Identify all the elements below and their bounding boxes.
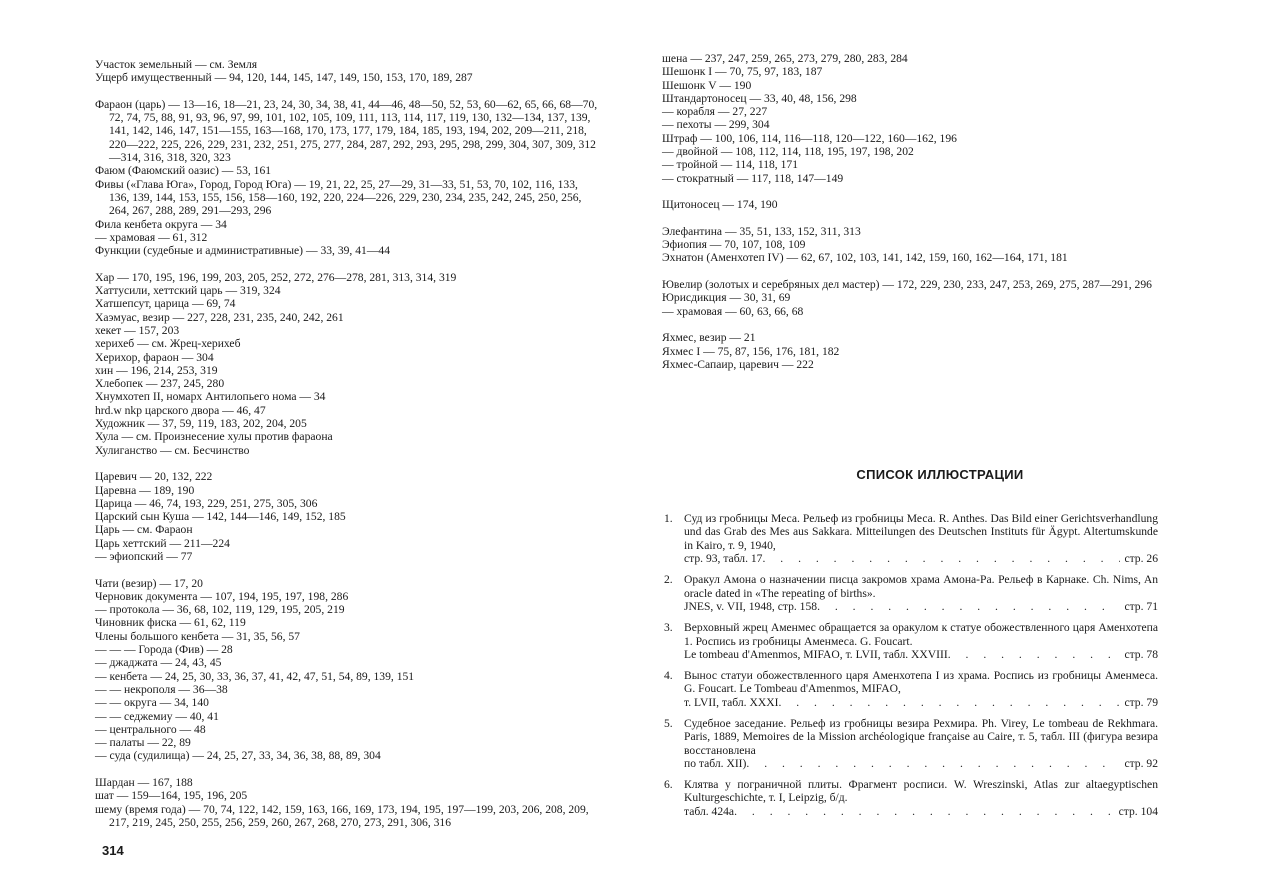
illustration-caption: Клятва у пограничной плиты. Фрагмент росписи. W. Wreszinski, Atlas zur altaegyptischen Kulturgeschichte, т. I, Leipzig, б/д. bbox=[684, 778, 1158, 805]
index-entry: Эхнатон (Аменхотеп IV) — 62, 67, 102, 103, 141, 142, 159, 160, 162—164, 171, 181 bbox=[662, 251, 1068, 265]
index-entry: Хнумхотеп II, номарх Антилопьего нома — 34 bbox=[95, 390, 326, 404]
illustration-number: 6. bbox=[664, 778, 673, 792]
index-entry: — стократный — 117, 118, 147—149 bbox=[662, 171, 844, 185]
index-entry: — храмовая — 60, 63, 66, 68 bbox=[662, 304, 804, 318]
index-entry: Фаюм (Фаюмский оазис) — 53, 161 bbox=[95, 164, 272, 178]
illustrations-heading: СПИСОК ИЛЛЮСТРАЦИИ bbox=[856, 467, 1024, 483]
index-entry: — — седжемиу — 40, 41 bbox=[95, 709, 219, 723]
illustration-leader-line bbox=[684, 648, 1158, 661]
illustration-page-ref: стр. 104 bbox=[1118, 804, 1158, 818]
illustration-leader-line bbox=[684, 805, 1158, 818]
illustration-item bbox=[662, 669, 1158, 709]
index-entry: Функции (судебные и административные) — 33, 39, 41—44 bbox=[95, 244, 391, 258]
dot-leader bbox=[778, 696, 1120, 709]
index-entry: Царевна — 189, 190 bbox=[95, 483, 195, 497]
illustration-source-tail: по табл. XII) bbox=[684, 756, 747, 770]
index-entry: — тройной — 114, 118, 171 bbox=[662, 158, 798, 172]
illustration-caption: Верховный жрец Аменмес обращается за оракулом к статуе обожествленного царя Аменхотепа 1. Роспись из гробницы Аменмеса. G. Foucart. bbox=[684, 621, 1158, 648]
illustration-number: 4. bbox=[664, 669, 673, 683]
section-gap bbox=[662, 212, 1158, 225]
section-gap bbox=[662, 185, 1158, 198]
index-entry: Яхмес I — 75, 87, 156, 176, 181, 182 bbox=[662, 344, 840, 358]
index-entry: Штраф — 100, 106, 114, 116—118, 120—122, 160—162, 196 bbox=[662, 131, 957, 145]
page-number: 314 bbox=[102, 843, 124, 858]
section-gap bbox=[95, 457, 600, 470]
section-gap bbox=[662, 318, 1158, 331]
index-entry: шат — 159—164, 195, 196, 205 bbox=[95, 789, 248, 803]
section-gap bbox=[662, 265, 1158, 278]
index-entry: херихеб — см. Жрец-херихеб bbox=[95, 337, 241, 351]
illustration-source-tail: Le tombeau d'Amenmos, MIFAO, т. LVII, табл. XXVIII bbox=[684, 647, 948, 661]
index-entry: — суда (судилища) — 24, 25, 27, 33, 34, 36, 38, 88, 89, 304 bbox=[95, 749, 381, 763]
illustration-source-tail: стр. 93, табл. 17 bbox=[684, 552, 763, 566]
illustration-page-ref: стр. 71 bbox=[1124, 599, 1158, 613]
index-entry: Шешонк V — 190 bbox=[662, 78, 752, 92]
illustration-leader-line bbox=[684, 757, 1158, 770]
index-entry: шена — 237, 247, 259, 265, 273, 279, 280, 283, 284 bbox=[662, 52, 908, 65]
index-entry: — протокола — 36, 68, 102, 119, 129, 195, 205, 219 bbox=[95, 603, 345, 617]
dot-leader bbox=[734, 805, 1115, 818]
index-entry: hrd.w nkp царского двора — 46, 47 bbox=[95, 403, 266, 417]
index-entry: Царь хеттский — 211—224 bbox=[95, 536, 230, 550]
illustration-page-ref: стр. 92 bbox=[1124, 756, 1158, 770]
illustration-source-tail: т. LVII, табл. XXXI bbox=[684, 695, 779, 709]
section-gap bbox=[95, 85, 600, 98]
index-entry: шему (время года) — 70, 74, 122, 142, 159, 163, 166, 169, 173, 194, 195, 197—199, 203, 206, 208, 209, 217, 219, 245, 250, 255, 256, 259, 260, 267, 268, 270, 273, 291, 306, 316 bbox=[95, 802, 589, 829]
illustration-caption: Оракул Амона о назначении писца закромов храма Амона-Ра. Рельеф в Карнаке. Ch. Nims, An oracle dated in «The repeating of births». bbox=[684, 573, 1158, 600]
index-entry: Щитоносец — 174, 190 bbox=[662, 198, 778, 212]
index-entry: Яхмес, везир — 21 bbox=[662, 331, 756, 345]
index-entry: Ущерб имущественный — 94, 120, 144, 145, 147, 149, 150, 153, 170, 189, 287 bbox=[95, 71, 473, 85]
index-entry: Хар — 170, 195, 196, 199, 203, 205, 252, 272, 276—278, 281, 313, 314, 319 bbox=[95, 270, 457, 284]
index-entry: — — некрополя — 36—38 bbox=[95, 682, 228, 696]
index-entries bbox=[662, 52, 1158, 371]
illustration-source-tail: JNES, v. VII, 1948, стр. 158 bbox=[684, 599, 818, 613]
illustration-page-ref: стр. 26 bbox=[1124, 552, 1158, 566]
index-entry: Хатшепсут, царица — 69, 74 bbox=[95, 297, 236, 311]
index-entry: Фивы («Глава Юга», Город, Город Юга) — 19, 21, 22, 25, 27—29, 31—33, 51, 53, 70, 102, 116, 133, 136, 139, 144, 153, 155, 156, 158—160, 192, 220, 224—226, 229, 230, 234, 235, 242, 245, 250, 256, 264, 267, 288, 289, 291—293, 296 bbox=[95, 177, 582, 218]
illustration-item bbox=[662, 621, 1158, 661]
illustration-number: 2. bbox=[664, 573, 673, 587]
index-entry: — двойной — 108, 112, 114, 118, 195, 197, 198, 202 bbox=[662, 145, 914, 159]
illustration-caption: Вынос статуи обожествленного царя Аменхотепа I из храма. Роспись из гробницы Аменмеса. G. Foucart. Le Tombeau d'Amenmos, MIFAO, bbox=[684, 669, 1158, 696]
illustration-item bbox=[662, 512, 1158, 565]
index-entry: Эфиопия — 70, 107, 108, 109 bbox=[662, 238, 806, 252]
section-gap bbox=[95, 257, 600, 270]
index-entry: Ювелир (золотых и серебряных дел мастер) — 172, 229, 230, 233, 247, 253, 269, 275, 287—291, 296 bbox=[662, 278, 1152, 292]
illustration-page-ref: стр. 78 bbox=[1124, 647, 1158, 661]
illustration-leader-line bbox=[684, 600, 1158, 613]
index-entry: Хлебопек — 237, 245, 280 bbox=[95, 377, 225, 391]
index-entry: — — — Города (Фив) — 28 bbox=[95, 643, 233, 657]
dot-leader bbox=[817, 600, 1120, 613]
index-entry: Шардан — 167, 188 bbox=[95, 776, 193, 790]
dot-leader bbox=[762, 552, 1120, 565]
index-entry: — джаджата — 24, 43, 45 bbox=[95, 656, 222, 670]
index-entry: Шешонк I — 70, 75, 97, 183, 187 bbox=[662, 65, 823, 79]
index-entry: хекет — 157, 203 bbox=[95, 323, 180, 337]
index-entry: — кенбета — 24, 25, 30, 33, 36, 37, 41, 42, 47, 51, 54, 89, 139, 151 bbox=[95, 669, 415, 683]
illustration-number: 5. bbox=[664, 716, 673, 730]
illustrations-list bbox=[662, 512, 1158, 818]
illustration-number: 1. bbox=[664, 512, 673, 526]
illustration-caption: Судебное заседание. Рельеф из гробницы везира Рехмира. Ph. Virey, Le tombeau de Rekhmara. Paris, 1889, Memoires de la Mission archéologique française au Caire, т. 5, табл. III (фигура везира восстановлена bbox=[684, 716, 1158, 757]
index-entry: — палаты — 22, 89 bbox=[95, 736, 191, 750]
index-entry: Чати (везир) — 17, 20 bbox=[95, 576, 203, 590]
index-entry: Штандартоносец — 33, 40, 48, 156, 298 bbox=[662, 91, 857, 105]
index-entry: Хаэмуас, везир — 227, 228, 231, 235, 240, 242, 261 bbox=[95, 310, 344, 324]
index-entry: Царский сын Куша — 142, 144—146, 149, 152, 185 bbox=[95, 510, 346, 524]
illustration-caption: Суд из гробницы Меса. Рельеф из гробницы Меса. R. Anthes. Das Bild einer Gerichtsverhandlung und das Grab des Mes aus Sakkara. Mitteilungen des Deutschen Instituts für Ägypt. Altertumskunde in Kairo, т. 9, 1940, bbox=[684, 512, 1158, 552]
index-entry: — центрального — 48 bbox=[95, 722, 206, 736]
index-entry: — — округа — 34, 140 bbox=[95, 696, 209, 710]
left-page bbox=[95, 58, 600, 829]
index-entry: хин — 196, 214, 253, 319 bbox=[95, 363, 218, 377]
index-entry: Чиновник фиска — 61, 62, 119 bbox=[95, 616, 246, 630]
section-gap bbox=[95, 763, 600, 776]
illustration-leader-line bbox=[684, 552, 1158, 565]
right-page bbox=[662, 52, 1158, 826]
illustration-source-tail: табл. 424a bbox=[684, 804, 735, 818]
index-entry: Яхмес-Сапаир, царевич — 222 bbox=[662, 357, 814, 371]
index-entry: — эфиопский — 77 bbox=[95, 549, 193, 563]
dot-leader bbox=[948, 648, 1121, 661]
illustration-item bbox=[662, 717, 1158, 770]
index-entry: Фила кенбета округа — 34 bbox=[95, 217, 227, 231]
illustration-page-ref: стр. 79 bbox=[1124, 695, 1158, 709]
illustration-item bbox=[662, 573, 1158, 613]
illustration-leader-line bbox=[684, 696, 1158, 709]
index-entry: Хула — см. Произнесение хулы против фараона bbox=[95, 430, 333, 444]
index-entry: Царица — 46, 74, 193, 229, 251, 275, 305, 306 bbox=[95, 496, 318, 510]
index-entry: Юрисдикция — 30, 31, 69 bbox=[662, 291, 791, 305]
illustration-number: 3. bbox=[664, 621, 673, 635]
index-entry: — корабля — 27, 227 bbox=[662, 105, 768, 119]
index-entry: Участок земельный — см. Земля bbox=[95, 58, 258, 71]
index-entry: Художник — 37, 59, 119, 183, 202, 204, 205 bbox=[95, 417, 307, 431]
index-entry: Царевич — 20, 132, 222 bbox=[95, 470, 213, 484]
illustration-item bbox=[662, 778, 1158, 818]
index-entry: Хаттусили, хеттский царь — 319, 324 bbox=[95, 284, 281, 298]
dot-leader bbox=[746, 757, 1120, 770]
index-entry: Хулиганство — см. Бесчинство bbox=[95, 443, 250, 457]
index-entry: Элефантина — 35, 51, 133, 152, 311, 313 bbox=[662, 224, 861, 238]
index-entry: Херихор, фараон — 304 bbox=[95, 350, 214, 364]
index-entry: Члены большого кенбета — 31, 35, 56, 57 bbox=[95, 629, 300, 643]
index-entry: Черновик документа — 107, 194, 195, 197, 198, 286 bbox=[95, 589, 349, 603]
index-entry: Фараон (царь) — 13—16, 18—21, 23, 24, 30, 34, 38, 41, 44—46, 48—50, 52, 53, 60—62, 65, 66, 68—70, 72, 74, 75, 88, 91, 93, 96, 97, 99, 101, 102, 105, 109, 111, 113, 114, 117, 119, 130, 132—134, 137, 139, 141, 142, 146, 147, 151—155, 163—168, 170, 173, 177, 179, 184, 185, 193, 194, 202, 209—211, 218, 220—222, 225, 226, 229, 231, 232, 251, 275, 277, 284, 287, 292, 293, 295, 298, 299, 304, 307, 309, 312—314, 316, 318, 320, 323 bbox=[95, 97, 598, 165]
index-entry: Царь — см. Фараон bbox=[95, 523, 193, 537]
section-gap bbox=[95, 563, 600, 576]
index-entry: — пехоты — 299, 304 bbox=[662, 118, 770, 132]
index-entry: — храмовая — 61, 312 bbox=[95, 230, 208, 244]
